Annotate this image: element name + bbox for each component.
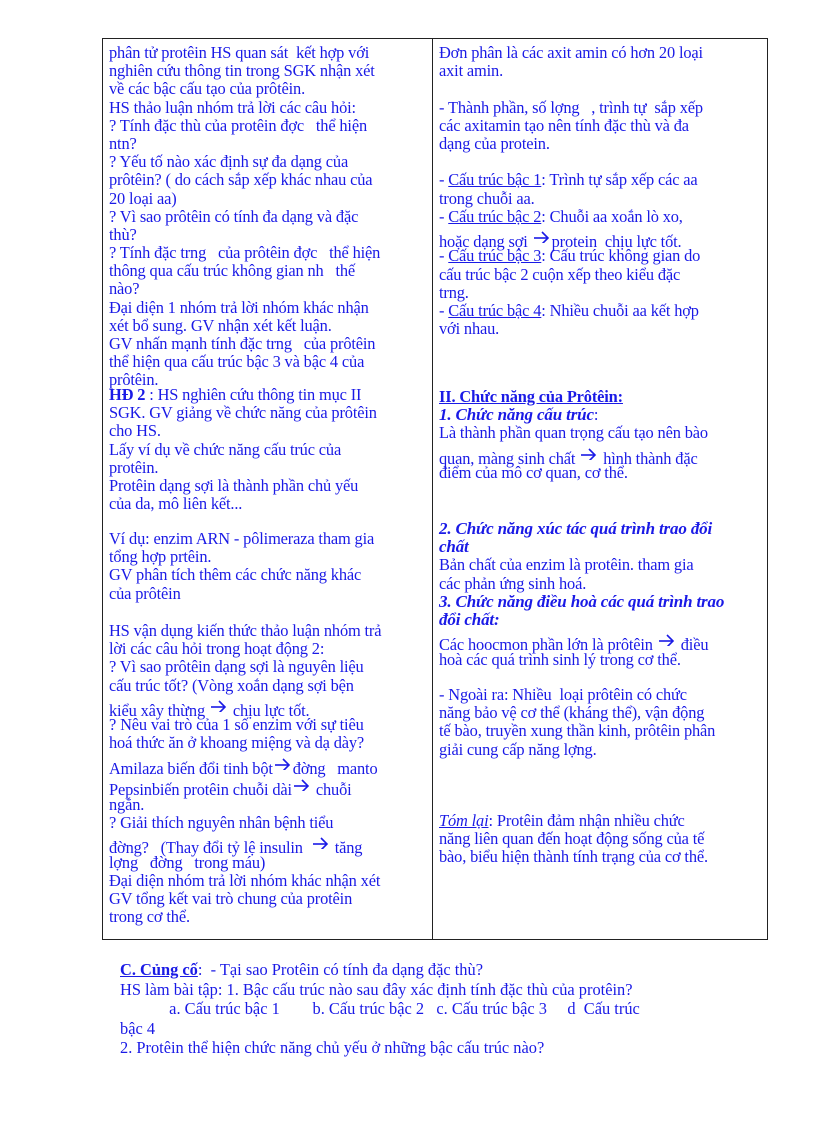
text-run: năng bảo vệ cơ thể (kháng thể), vận động — [439, 703, 705, 723]
text-run: C. Củng cố — [120, 960, 198, 979]
text-line — [439, 320, 703, 338]
text-run: năng liên quan đến hoạt động sống của tế — [439, 829, 705, 849]
text-line — [120, 1019, 640, 1039]
right-block-other-functions — [439, 686, 715, 759]
text-run: 2. Protêin thể hiện chức năng chủ yếu ở những bậc cấu trúc nào? — [120, 1038, 545, 1058]
text-run: - — [439, 300, 449, 320]
text-run: thù? — [109, 224, 137, 244]
text-line — [109, 153, 380, 171]
text-run: GV nhấn mạnh tính đặc trng của prôtêin — [109, 334, 376, 353]
left-block-1 — [109, 44, 380, 390]
text-run: Protêin dạng sợi là thành phần chủ yếu — [109, 475, 359, 495]
text-run: bào, biểu hiện thành tính trạng của cơ thể. — [439, 847, 708, 867]
text-run: II. Chức năng của Prôtêin: — [439, 387, 623, 406]
text-run: Cấu trúc bậc 1 — [448, 170, 542, 190]
text-run: của prôtêin — [109, 583, 181, 603]
text-line — [439, 388, 708, 406]
text-run: hình thành đặc — [599, 448, 698, 468]
text-line — [439, 226, 703, 251]
column-divider — [432, 38, 433, 940]
text-line — [120, 999, 640, 1019]
text-run: trng. — [439, 282, 469, 302]
text-line — [109, 62, 380, 80]
text-line — [109, 99, 380, 117]
text-line — [109, 566, 374, 584]
text-run: 20 loại aa) — [109, 188, 177, 208]
text-line — [109, 677, 381, 695]
text-run: hoá thức ăn ở khoang miệng và dạ dày? — [109, 733, 365, 753]
text-line — [109, 695, 381, 720]
text-line — [109, 734, 381, 752]
text-line — [109, 244, 380, 262]
text-run: tế bào, truyền xung thần kinh, prôtêin phân — [439, 721, 716, 741]
text-line — [109, 353, 380, 371]
text-line — [439, 741, 715, 759]
text-run: tổng hợp prtêin. — [109, 547, 212, 567]
text-run: GV phân tích thêm các chức năng khác — [109, 565, 362, 585]
text-line — [109, 280, 380, 298]
text-line — [109, 814, 381, 832]
text-run: : Chuỗi aa xoắn lò xo, — [541, 206, 683, 226]
text-run: bậc 4 — [120, 1018, 156, 1038]
text-run: nghiên cứu thông tin trong SGK nhận xét — [109, 61, 375, 81]
text-line — [439, 80, 703, 98]
text-line — [109, 190, 380, 208]
text-run: Đơn phân là các axit amin có hơn 20 loại — [439, 43, 703, 62]
text-run: HS làm bài tập: 1. Bậc cấu trúc nào sau đây xác định tính đặc thù của protêin? — [120, 979, 633, 999]
text-run: thông qua cấu trúc không gian nh thế — [109, 261, 356, 281]
text-run: ? Nêu vai trò của 1 số enzim với sự tiêu — [109, 715, 364, 735]
text-run: Đại diện 1 nhóm trả lời nhóm khác nhận — [109, 297, 369, 317]
text-run: cấu trúc bậc 2 cuộn xếp theo kiểu đặc — [439, 264, 681, 284]
text-run: GV tổng kết vai trò chung của protêin — [109, 888, 353, 908]
text-run: : - Tại sao Protêin có tính đa dạng đặc thù? — [197, 960, 483, 979]
text-run: điểm của mô cơ quan, cơ thể. — [439, 463, 628, 483]
text-run: thể hiện qua cấu trúc bậc 3 và bậc 4 của — [109, 352, 365, 372]
text-line — [120, 980, 640, 1000]
text-line — [439, 704, 715, 722]
text-line — [439, 848, 708, 866]
text-line — [109, 658, 381, 676]
text-line — [109, 44, 380, 62]
text-run: các axitamin tạo nên tính đặc thù và đa — [439, 115, 689, 135]
text-line — [439, 266, 703, 284]
text-line — [109, 640, 381, 658]
text-line — [439, 44, 703, 62]
text-line — [439, 538, 724, 556]
text-line — [109, 774, 381, 800]
text-run: Lấy ví dụ về chức năng cấu trúc của — [109, 439, 342, 459]
text-line — [109, 890, 381, 908]
text-line — [109, 80, 380, 98]
text-line — [439, 812, 708, 830]
text-run: : Trình tự sắp xếp các aa — [541, 170, 698, 190]
text-line — [439, 247, 703, 265]
text-line — [109, 585, 374, 603]
text-run: Bản chất của enzim là protêin. tham gia — [439, 555, 694, 575]
text-run: dạng của protein. — [439, 133, 550, 153]
text-run: - Thành phần, số lợng , trình tự sắp xếp — [439, 97, 703, 117]
text-run: - — [439, 170, 449, 190]
text-run: : Cấu trúc không gian do — [541, 246, 701, 266]
text-line — [439, 611, 724, 629]
text-run: : Nhiều chuỗi aa kết hợp — [541, 300, 699, 320]
text-line — [439, 190, 703, 208]
left-block-example — [109, 530, 374, 603]
text-line — [120, 960, 640, 980]
text-run: SGK. GV giảng về chức năng của prôtêin — [109, 403, 377, 423]
text-run: đổi chất: — [439, 609, 500, 629]
arrow-right-icon — [274, 753, 292, 767]
text-run: với nhau. — [439, 319, 500, 339]
text-run: Các hoocmon phần lớn là prôtêin — [439, 635, 657, 655]
text-line — [109, 495, 377, 513]
text-run: ? Tính đặc thù của protêin đợc thể hiện — [109, 115, 368, 135]
text-line — [439, 284, 703, 302]
text-run: 1. Chức năng cấu trúc — [439, 405, 594, 425]
text-run: chịu lực tốt. — [228, 700, 310, 720]
arrow-right-icon — [580, 443, 598, 457]
text-run: tăng — [330, 838, 363, 857]
consolidation-section — [120, 960, 640, 1058]
text-run: ? Vì sao prôtêin có tính đa dạng và đặc — [109, 206, 359, 226]
text-line — [439, 302, 703, 320]
text-run: chất — [439, 537, 469, 557]
text-run: giải cung cấp năng lợng. — [439, 739, 597, 759]
text-run: lợng đờng trong máu) — [109, 852, 266, 872]
text-line — [109, 171, 380, 189]
text-line — [439, 593, 724, 611]
text-run: protein chịu lực tốt. — [551, 231, 682, 251]
text-line — [109, 477, 377, 495]
text-run: - — [439, 206, 449, 226]
text-run: ntn? — [109, 133, 137, 153]
text-line — [109, 404, 377, 422]
text-run: - — [439, 246, 449, 266]
text-run: : — [593, 405, 599, 425]
text-line — [109, 299, 380, 317]
text-run: Amilaza biến đổi tinh bột — [109, 758, 273, 778]
text-line — [109, 908, 381, 926]
text-line — [109, 716, 381, 734]
text-line — [439, 722, 715, 740]
text-line — [109, 441, 377, 459]
text-run: HĐ 2 — [109, 385, 146, 404]
text-line — [109, 386, 377, 404]
text-line — [439, 99, 703, 117]
text-run: 3. Chức năng điều hoà các quá trình trao — [439, 591, 725, 611]
right-block-catalytic-regulatory — [439, 520, 724, 669]
text-run: axit amin. — [439, 61, 504, 81]
text-line — [109, 872, 381, 890]
text-line — [439, 686, 715, 704]
text-run: các phản ứng sinh hoá. — [439, 573, 587, 593]
text-run: Đại diện nhóm trả lời nhóm khác nhận xét — [109, 870, 381, 890]
text-line — [120, 1038, 640, 1058]
text-line — [109, 832, 381, 857]
text-line — [439, 117, 703, 135]
text-line — [109, 117, 380, 135]
left-block-hd2 — [109, 386, 377, 513]
arrow-right-icon — [658, 629, 676, 643]
arrow-right-icon — [312, 832, 330, 846]
text-run: a. Cấu trúc bậc 1 b. Cấu trúc bậc 2 c. Cấu trúc bậc 3 d Cấu trúc — [120, 999, 640, 1019]
text-run: nào? — [109, 279, 140, 299]
text-line — [109, 622, 381, 640]
text-run: đờng manto — [292, 758, 378, 778]
text-line — [439, 520, 724, 538]
right-block-structure — [439, 44, 703, 338]
text-run: 2. Chức năng xúc tác quá trình trao đổi — [439, 519, 713, 538]
left-block-questions — [109, 622, 381, 926]
right-block-summary — [439, 812, 708, 867]
text-run: prôtêin. — [109, 370, 159, 390]
text-line — [109, 530, 374, 548]
text-run: ? Giải thích nguyên nhân bệnh tiểu — [109, 812, 334, 832]
text-line — [439, 424, 708, 442]
text-line — [109, 422, 377, 440]
text-line — [109, 262, 380, 280]
text-run: Tóm lại — [439, 811, 489, 830]
text-run: trong chuỗi aa. — [439, 188, 535, 208]
text-run: Cấu trúc bậc 3 — [448, 246, 542, 266]
text-run: Cấu trúc bậc 4 — [448, 300, 542, 320]
text-line — [439, 629, 724, 655]
text-line — [439, 208, 703, 226]
text-run: Ví dụ: enzim ARN - pôlimeraza tham gia — [109, 529, 375, 548]
text-run: Cấu trúc bậc 2 — [448, 206, 542, 226]
text-line — [109, 335, 380, 353]
text-run: chuỗi — [311, 780, 352, 800]
text-run: : Protêin đảm nhận nhiều chức — [488, 811, 685, 830]
text-run: protêin. — [109, 457, 159, 477]
text-line — [439, 62, 703, 80]
text-run: đờng? (Thay đổi tỷ lệ insulin — [109, 838, 311, 857]
text-run: HS vận dụng kiến thức thảo luận nhóm trả — [109, 621, 382, 640]
text-run: prôtêin? ( do cách sắp xếp khác nhau của — [109, 170, 373, 190]
text-line — [439, 171, 703, 189]
text-run: - Ngoài ra: Nhiều loại prôtêin có chức — [439, 685, 687, 704]
text-run: trong cơ thể. — [109, 907, 190, 927]
text-line — [109, 208, 380, 226]
text-run: phân tử protêin HS quan sát kết hợp với — [109, 43, 370, 62]
text-line — [439, 575, 724, 593]
text-run: cho HS. — [109, 421, 161, 441]
text-run: điều — [676, 635, 709, 655]
text-run: : HS nghiên cứu thông tin mục II — [145, 385, 362, 404]
text-run: ? Vì sao prôtêin dạng sợi là nguyên liệu — [109, 657, 364, 677]
text-line — [109, 459, 377, 477]
text-run: HS thảo luận nhóm trả lời các câu hỏi: — [109, 97, 356, 117]
text-run: ? Yếu tố nào xác định sự đa dạng của — [109, 152, 349, 172]
text-run: của da, mô liên kết... — [109, 494, 243, 514]
text-line — [109, 135, 380, 153]
text-run: quan, màng sinh chất — [439, 448, 580, 468]
text-line — [439, 406, 708, 424]
text-run: ngắn. — [109, 794, 145, 814]
text-line — [439, 556, 724, 574]
arrow-right-icon — [210, 695, 228, 709]
text-run: kiểu xây thừng — [109, 700, 209, 720]
text-run: cấu trúc tốt? (Vòng xoắn dạng sợi bện — [109, 675, 354, 695]
arrow-right-icon — [293, 774, 311, 788]
text-run: xét bổ sung. GV nhận xét kết luận. — [109, 315, 332, 335]
text-run: về các bậc cấu tạo của prôtêin. — [109, 79, 306, 99]
text-run: Là thành phần quan trọng cấu tạo nên bào — [439, 423, 708, 443]
text-line — [439, 443, 708, 468]
text-run: lời các câu hỏi trong hoạt động 2: — [109, 639, 325, 659]
text-line — [439, 830, 708, 848]
text-line — [109, 317, 380, 335]
text-run: hoặc dạng sợi — [439, 231, 532, 251]
text-line — [109, 226, 380, 244]
text-line — [439, 153, 703, 171]
right-block-functions-heading — [439, 388, 708, 482]
text-line — [109, 548, 374, 566]
text-run: Pepsinbiến protêin chuỗi dài — [109, 780, 292, 800]
text-run: ? Tính đặc trng của prôtêin đợc thể hiện — [109, 243, 381, 263]
text-run: hoà các quá trình sinh lý trong cơ thể. — [439, 649, 681, 669]
arrow-right-icon — [533, 226, 551, 240]
text-line — [439, 135, 703, 153]
text-line — [109, 753, 381, 778]
